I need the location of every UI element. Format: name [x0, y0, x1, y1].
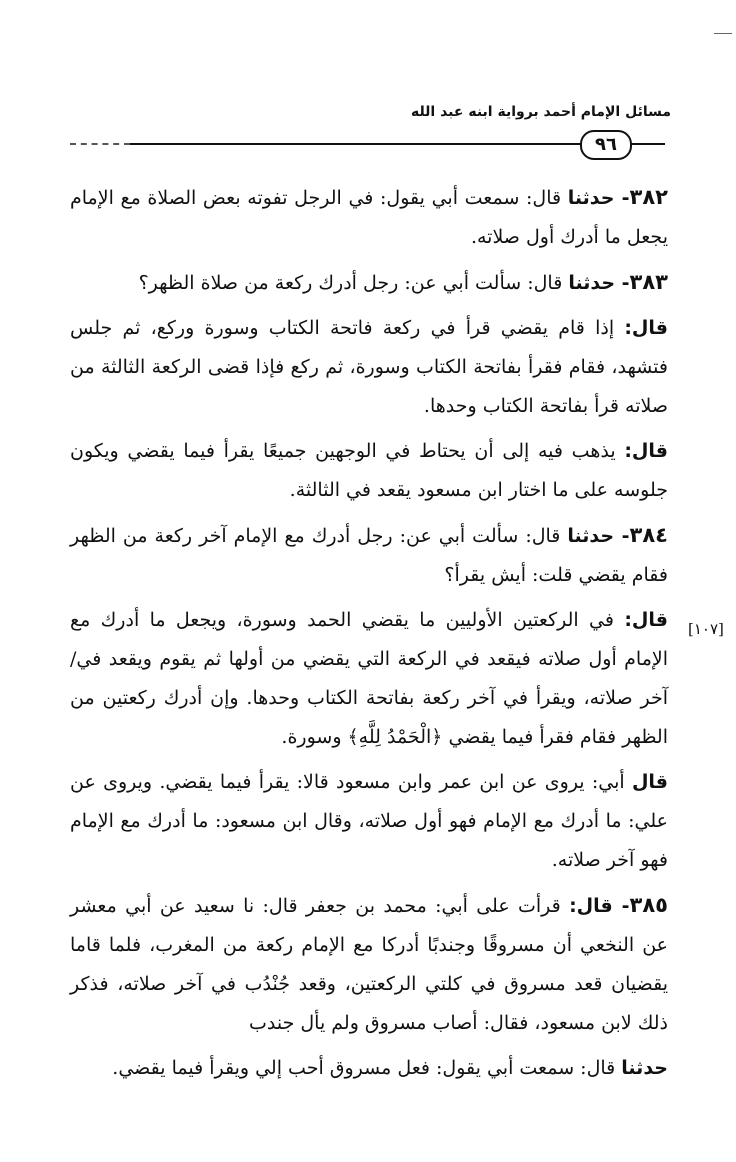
page-body [70, 178, 668, 1091]
paragraph-383 [70, 263, 668, 303]
paragraph-384-answer [70, 601, 668, 757]
corner-mark [714, 33, 732, 34]
paragraph-383-comment [70, 432, 668, 510]
margin-page-reference: [١٠٧] [688, 620, 724, 638]
paragraph-385-comment [70, 1049, 668, 1088]
paragraph-text: إذا قام يقضي قرأ في ركعة فاتحة الكتاب وسورة وركع، ثم جلس فتشهد، فقام فقرأ بفاتحة الكتاب وسورة، ثم ركع فإذا قضى الركعة الثالثة من صلاته قرأ بفاتحة الكتاب وحدها. [70, 317, 668, 417]
paragraph-number: ٣٨٢ [629, 185, 668, 209]
page-number: ٩٦ [580, 130, 632, 160]
paragraph-number: ٣٨٣ [629, 270, 668, 294]
paragraph-text: قال: سمعت أبي يقول: فعل مسروق أحب إلي ويقرأ فيما يقضي. [112, 1057, 622, 1079]
paragraph-number: ٣٨٥ [629, 893, 668, 917]
paragraph-text: أبي: يروى عن ابن عمر وابن مسعود قالا: يقرأ فيما يقضي. ويروى عن علي: ما أدرك مع الإمام فهو أول صلاته، وقال ابن مسعود: ما أدرك مع الإمام فهو آخر صلاته. [70, 771, 668, 871]
paragraph-382 [70, 178, 668, 257]
paragraph-text: قرأت على أبي: محمد بن جعفر قال: نا سعيد عن أبي معشر عن النخعي أن مسروقًا وجندبًا أدركا مع الإمام ركعة من المغرب، فلما قاما يقضيان قعد مسروق في كلتي الركعتين، وقعد جُنْدُب في آخر صلاته، فذكر ذلك لابن مسعود، فقال: أصاب مسروق ولم يأل جندب [70, 895, 668, 1034]
running-title: مسائل الإمام أحمد برواية ابنه عبد الله [410, 104, 671, 120]
paragraph-text: في الركعتين الأوليين ما يقضي الحمد وسورة، ويجعل ما أدرك مع الإمام أول صلاته فيقعد في الركعة التي يقضي من أولها ثم يقوم ويقعد في/ آخر صلاته، ويقرأ في آخر ركعة بفاتحة الكتاب وحدها. وإن أدرك ركعتين من الظهر فقام فقرأ فيما يقضي ﴿الْحَمْدُ لِلَّهِ﴾ وسورة. [70, 609, 668, 748]
paragraph-384 [70, 516, 668, 595]
paragraph-lead: - حدثنا [567, 525, 630, 547]
paragraph-lead: قال: [624, 440, 668, 462]
paragraph-384-comment [70, 763, 668, 880]
header-rule-tail [70, 143, 130, 145]
paragraph-lead: - حدثنا [568, 272, 630, 294]
paragraph-lead: قال: [624, 609, 668, 631]
paragraph-385 [70, 886, 668, 1043]
paragraph-text: قال: سمعت أبي يقول: في الرجل تفوته بعض الصلاة مع الإمام يجعل ما أدرك أول صلاته. [70, 187, 668, 248]
paragraph-lead: حدثنا [621, 1057, 668, 1079]
paragraph-text: قال: سألت أبي عن: رجل أدرك ركعة من صلاة الظهر؟ [138, 272, 569, 294]
paragraph-383-answer [70, 309, 668, 426]
paragraph-number: ٣٨٤ [629, 523, 668, 547]
paragraph-text: قال: سألت أبي عن: رجل أدرك مع الإمام آخر ركعة من الظهر فقام يقضي قلت: أيش يقرأ؟ [70, 525, 668, 586]
paragraph-lead: قال [631, 771, 668, 793]
paragraph-lead: - حدثنا [567, 187, 630, 209]
paragraph-text: يذهب فيه إلى أن يحتاط في الوجهين جميعًا يقرأ فيما يقضي ويكون جلوسه على ما اختار ابن مسعود يقعد في الثالثة. [70, 440, 668, 501]
paragraph-lead: قال: [624, 317, 668, 339]
paragraph-lead: - قال: [569, 895, 630, 917]
